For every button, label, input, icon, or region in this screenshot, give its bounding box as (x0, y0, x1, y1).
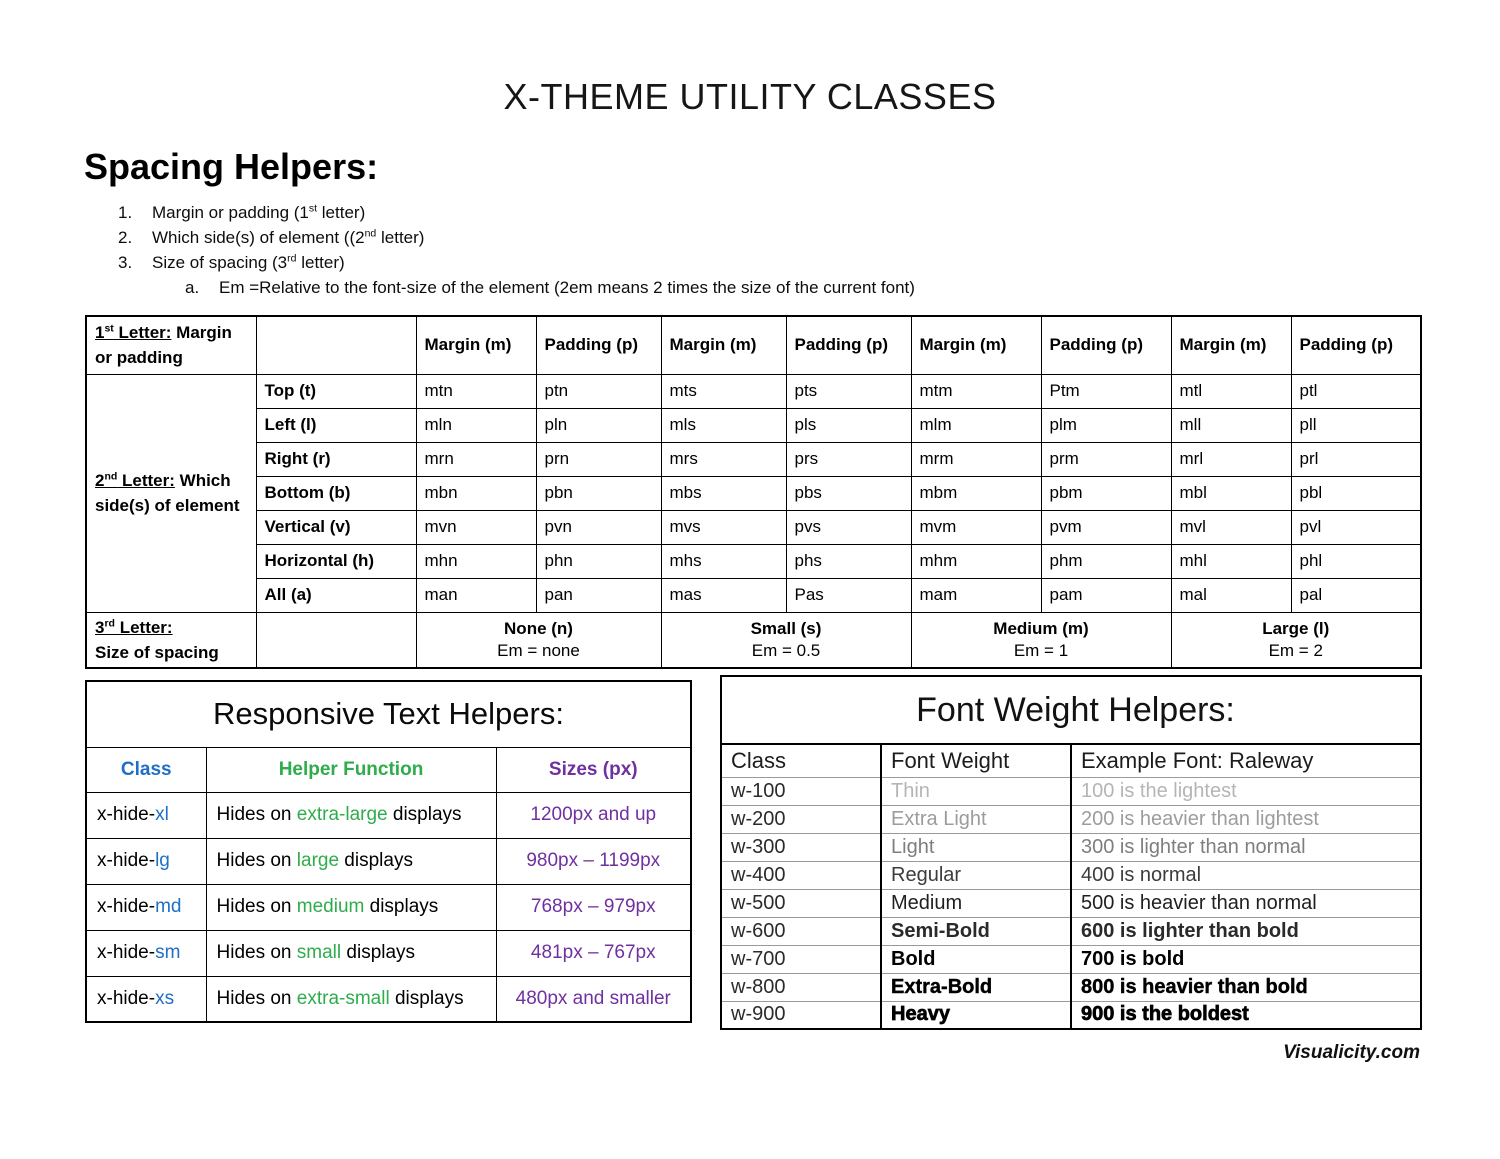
side-label-cell: Bottom (b) (256, 476, 416, 510)
spacing-helpers-list (118, 200, 915, 300)
table-row (86, 976, 691, 1022)
class-cell: mtm (911, 374, 1041, 408)
table-title-row (86, 681, 691, 747)
class-cell: mls (661, 408, 786, 442)
weight-name-cell: Regular (881, 861, 1071, 889)
helper-function-cell: Hides on small displays (206, 930, 496, 976)
list-marker: 1. (118, 203, 133, 222)
size-small-cell: Small (s) Em = 0.5 (661, 612, 911, 668)
class-cell: w-400 (721, 861, 881, 889)
class-cell: pls (786, 408, 911, 442)
sizes-cell: 480px and smaller (496, 976, 691, 1022)
table-row (721, 973, 1421, 1001)
list-item-text: Which side(s) of element ((2nd letter) (152, 227, 425, 247)
side-label-cell: Vertical (v) (256, 510, 416, 544)
class-cell: pln (536, 408, 661, 442)
class-cell: pbs (786, 476, 911, 510)
class-cell: mtn (416, 374, 536, 408)
table-row (721, 1001, 1421, 1029)
size-medium-cell: Medium (m) Em = 1 (911, 612, 1171, 668)
example-cell: 100 is the lightest (1071, 777, 1421, 805)
example-cell: 200 is heavier than lightest (1071, 805, 1421, 833)
example-cell: 400 is normal (1071, 861, 1421, 889)
class-cell: ptl (1291, 374, 1421, 408)
table-row (86, 442, 1421, 476)
class-cell: x-hide-xs (86, 976, 206, 1022)
class-cell: mhs (661, 544, 786, 578)
class-cell: pts (786, 374, 911, 408)
table-header-row (721, 744, 1421, 777)
class-cell: mal (1171, 578, 1291, 612)
list-item (118, 225, 915, 250)
column-header-cell: Padding (p) (536, 316, 661, 374)
class-cell: w-300 (721, 833, 881, 861)
weight-name-cell: Semi-Bold (881, 917, 1071, 945)
class-cell: pvn (536, 510, 661, 544)
column-header-cell: Margin (m) (661, 316, 786, 374)
table-row (86, 544, 1421, 578)
table-row (721, 777, 1421, 805)
class-column-header: Class (721, 744, 881, 777)
font-weight-helpers-title: Font Weight Helpers: (721, 676, 1421, 744)
class-cell: Ptm (1041, 374, 1171, 408)
size-large-cell: Large (l) Em = 2 (1171, 612, 1421, 668)
font-weight-column-header: Font Weight (881, 744, 1071, 777)
list-marker: 2. (118, 228, 133, 247)
class-cell: mts (661, 374, 786, 408)
class-cell: mll (1171, 408, 1291, 442)
class-cell: w-900 (731, 1003, 786, 1026)
third-letter-header-cell: 3rd Letter: Size of spacing (86, 612, 256, 668)
class-cell: mas (661, 578, 786, 612)
example-cell: 700 is bold (1071, 945, 1421, 973)
class-cell: prm (1041, 442, 1171, 476)
class-cell: mvn (416, 510, 536, 544)
example-cell: 600 is lighter than bold (1071, 917, 1421, 945)
class-cell: pbn (536, 476, 661, 510)
class-cell: phm (1041, 544, 1171, 578)
sizes-cell: 1200px and up (496, 792, 691, 838)
class-cell: pll (1291, 408, 1421, 442)
spacing-table-container (85, 315, 1422, 669)
table-row (721, 833, 1421, 861)
spacing-helpers-heading: Spacing Helpers: (84, 146, 379, 187)
class-cell: phn (536, 544, 661, 578)
helper-function-cell: Hides on large displays (206, 838, 496, 884)
table-row (86, 930, 691, 976)
weight-name-cell: Light (881, 833, 1071, 861)
table-row (86, 884, 691, 930)
class-column-header: Class (86, 747, 206, 792)
second-letter-header-cell: 2nd Letter: Which side(s) of element (86, 374, 256, 612)
class-cell: x-hide-lg (86, 838, 206, 884)
page-title: X-THEME UTILITY CLASSES (503, 76, 997, 117)
class-cell: x-hide-sm (86, 930, 206, 976)
class-cell: mrn (416, 442, 536, 476)
list-item (118, 200, 915, 225)
class-cell: mbs (661, 476, 786, 510)
table-row (721, 805, 1421, 833)
table-header-row (86, 316, 1421, 374)
weight-name-cell: Extra-Bold (881, 973, 1071, 1001)
helper-function-cell: Hides on extra-large displays (206, 792, 496, 838)
class-cell: w-800 (721, 973, 881, 1001)
class-cell: phs (786, 544, 911, 578)
class-cell: x-hide-md (86, 884, 206, 930)
class-cell: mlm (911, 408, 1041, 442)
sizes-cell: 980px – 1199px (496, 838, 691, 884)
column-header-cell: Padding (p) (786, 316, 911, 374)
table-row (86, 408, 1421, 442)
class-cell: mbm (911, 476, 1041, 510)
list-marker: a. (185, 278, 200, 297)
class-cell: mtl (1171, 374, 1291, 408)
class-cell: pvs (786, 510, 911, 544)
class-cell: w-500 (721, 889, 881, 917)
size-none-cell: None (n) Em = none (416, 612, 661, 668)
column-header-cell: Padding (p) (1041, 316, 1171, 374)
class-cell: mrl (1171, 442, 1291, 476)
class-cell: plm (1041, 408, 1171, 442)
weight-name-cell: Bold (881, 945, 1071, 973)
column-header-cell: Padding (p) (1291, 316, 1421, 374)
class-cell: mhm (911, 544, 1041, 578)
class-cell: x-hide-xl (86, 792, 206, 838)
class-cell: mrs (661, 442, 786, 476)
list-item-text: Margin or padding (1st letter) (152, 202, 366, 222)
column-header-cell: Margin (m) (911, 316, 1041, 374)
helper-function-column-header: Helper Function (206, 747, 496, 792)
class-cell: mrm (911, 442, 1041, 476)
class-cell: mam (911, 578, 1041, 612)
class-cell: w-100 (721, 777, 881, 805)
weight-name-cell: Extra Light (881, 805, 1071, 833)
weight-name-cell: Heavy (881, 1001, 1071, 1029)
list-item (118, 250, 915, 275)
class-cell: pal (1291, 578, 1421, 612)
list-item-text: Em =Relative to the font-size of the element (2em means 2 times the size of the current font) (219, 278, 915, 297)
class-cell: prn (536, 442, 661, 476)
footer-credit: Visualicity.com (1283, 1042, 1420, 1063)
table-row (721, 917, 1421, 945)
example-cell: 300 is lighter than normal (1071, 833, 1421, 861)
class-cell: phl (1291, 544, 1421, 578)
first-letter-header-cell: 1st Letter: Margin or padding (86, 316, 256, 374)
responsive-helpers-title: Responsive Text Helpers: (86, 681, 691, 747)
table-row (86, 476, 1421, 510)
weight-name-cell: Medium (881, 889, 1071, 917)
table-row (721, 889, 1421, 917)
class-cell: man (416, 578, 536, 612)
table-row (86, 792, 691, 838)
class-cell: pbm (1041, 476, 1171, 510)
responsive-text-helpers-table (85, 680, 692, 1023)
class-cell: prl (1291, 442, 1421, 476)
example-cell: 900 is the boldest (1071, 1001, 1421, 1029)
sizes-cell: 481px – 767px (496, 930, 691, 976)
size-row (86, 612, 1421, 668)
class-cell: pam (1041, 578, 1171, 612)
table-row (86, 838, 691, 884)
class-cell: mbl (1171, 476, 1291, 510)
class-cell: mvs (661, 510, 786, 544)
table-header-row (86, 747, 691, 792)
class-cell: mvm (911, 510, 1041, 544)
sizes-cell: 768px – 979px (496, 884, 691, 930)
table-row (721, 945, 1421, 973)
empty-cell (256, 612, 416, 668)
table-row (86, 510, 1421, 544)
example-cell: 500 is heavier than normal (1071, 889, 1421, 917)
side-label-cell: Right (r) (256, 442, 416, 476)
example-cell: 800 is heavier than bold (1071, 973, 1421, 1001)
side-label-cell: Top (t) (256, 374, 416, 408)
column-header-cell: Margin (m) (416, 316, 536, 374)
helper-function-cell: Hides on medium displays (206, 884, 496, 930)
class-cell: w-600 (721, 917, 881, 945)
empty-cell (256, 316, 416, 374)
class-cell: w-200 (721, 805, 881, 833)
list-sub-item (185, 275, 915, 300)
side-label-cell: All (a) (256, 578, 416, 612)
class-cell: w-700 (721, 945, 881, 973)
table-title-row (721, 676, 1421, 744)
table-row (86, 578, 1421, 612)
table-row (86, 374, 1421, 408)
class-cell: pan (536, 578, 661, 612)
sizes-column-header: Sizes (px) (496, 747, 691, 792)
responsive-helpers-container (85, 680, 692, 1023)
side-label-cell: Horizontal (h) (256, 544, 416, 578)
class-cell: prs (786, 442, 911, 476)
class-cell: pbl (1291, 476, 1421, 510)
side-label-cell: Left (l) (256, 408, 416, 442)
class-cell: mhn (416, 544, 536, 578)
class-cell: ptn (536, 374, 661, 408)
class-cell: mvl (1171, 510, 1291, 544)
spacing-classes-table (85, 315, 1422, 669)
class-cell: pvl (1291, 510, 1421, 544)
font-weight-helpers-container (720, 675, 1422, 1030)
example-font-column-header: Example Font: Raleway (1071, 744, 1421, 777)
class-cell: pvm (1041, 510, 1171, 544)
class-cell: Pas (786, 578, 911, 612)
class-cell: mbn (416, 476, 536, 510)
column-header-cell: Margin (m) (1171, 316, 1291, 374)
class-cell: mln (416, 408, 536, 442)
list-marker: 3. (118, 253, 133, 272)
font-weight-helpers-table (720, 675, 1422, 1030)
weight-name-cell: Thin (881, 777, 1071, 805)
list-item-text: Size of spacing (3rd letter) (152, 252, 345, 272)
class-cell: mhl (1171, 544, 1291, 578)
table-row (721, 861, 1421, 889)
helper-function-cell: Hides on extra-small displays (206, 976, 496, 1022)
